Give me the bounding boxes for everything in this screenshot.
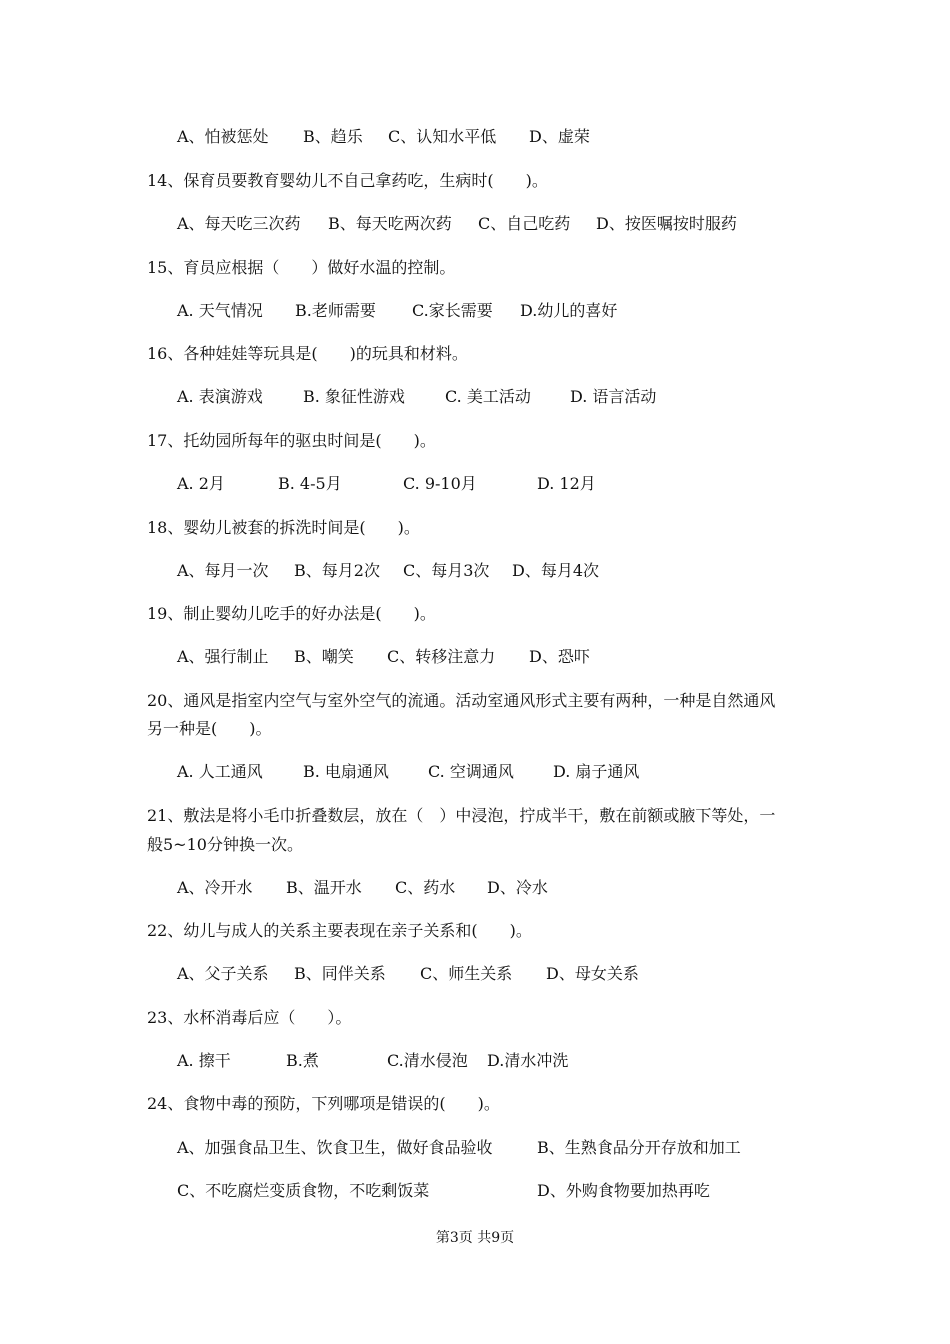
option: A. 2月 [177, 474, 225, 493]
option: C、认知水平低 [388, 127, 497, 146]
option: C、不吃腐烂变质食物，不吃剩饭菜 [177, 1181, 430, 1200]
option: A. 表演游戏 [177, 387, 263, 406]
option: B.老师需要 [295, 301, 376, 320]
option: B. 4-5月 [278, 474, 342, 493]
option: B. 电扇通风 [303, 762, 389, 781]
question-text: 20、通风是指室内空气与室外空气的流通。活动室通风形式主要有两种，一种是自然通风 [147, 691, 776, 710]
option: C. 空调通风 [428, 762, 514, 781]
option: C、每月3次 [403, 561, 490, 580]
question-text: 18、婴幼儿被套的拆洗时间是( )。 [147, 518, 420, 537]
option: A、每月一次 [177, 561, 269, 580]
option: C、转移注意力 [387, 647, 496, 666]
option: D.幼儿的喜好 [520, 301, 618, 320]
option: D. 12月 [537, 474, 596, 493]
option: B. 象征性游戏 [303, 387, 405, 406]
option: D、外购食物要加热再吃 [537, 1181, 710, 1200]
option: B、生熟食品分开存放和加工 [537, 1138, 741, 1157]
option: A、怕被惩处 [177, 127, 269, 146]
option: A. 天气情况 [177, 301, 263, 320]
option: C、药水 [395, 878, 456, 897]
option: D、每月4次 [512, 561, 600, 580]
question-text: 24、食物中毒的预防，下列哪项是错误的( )。 [147, 1094, 500, 1113]
option: C.家长需要 [412, 301, 493, 320]
question-text: 17、托幼园所每年的驱虫时间是( )。 [147, 431, 436, 450]
question-text: 21、敷法是将小毛巾折叠数层，放在（ ）中浸泡，拧成半干，敷在前额或腋下等处，一 [147, 806, 776, 825]
option: B、嘲笑 [294, 647, 354, 666]
option: A、冷开水 [177, 878, 253, 897]
question-text-continued: 另一种是( )。 [147, 719, 272, 738]
option: C. 美工活动 [445, 387, 531, 406]
option: C.清水侵泡 [387, 1051, 468, 1070]
option: A. 擦干 [177, 1051, 231, 1070]
option: B、同伴关系 [294, 964, 386, 983]
option: A、加强食品卫生、饮食卫生，做好食品验收 [177, 1138, 493, 1157]
option: A、每天吃三次药 [177, 214, 301, 233]
option: D、恐吓 [529, 647, 590, 666]
option: C. 9-10月 [403, 474, 477, 493]
question-text: 15、育员应根据（ ）做好水温的控制。 [147, 258, 456, 277]
question-text-continued: 般5~10分钟换一次。 [147, 835, 303, 854]
option: B、趋乐 [303, 127, 363, 146]
option: A、强行制止 [177, 647, 269, 666]
question-text: 19、制止婴幼儿吃手的好办法是( )。 [147, 604, 436, 623]
option: D、虚荣 [529, 127, 590, 146]
option: D、冷水 [487, 878, 548, 897]
option: A. 人工通风 [177, 762, 263, 781]
option: C、自己吃药 [478, 214, 571, 233]
option: C、师生关系 [420, 964, 513, 983]
option: B、每天吃两次药 [328, 214, 452, 233]
option: D. 扇子通风 [553, 762, 640, 781]
option: A、父子关系 [177, 964, 269, 983]
option: D.清水冲洗 [487, 1051, 569, 1070]
page-footer: 第3页 共9页 [435, 1230, 515, 1246]
question-text: 16、各种娃娃等玩具是( )的玩具和材料。 [147, 344, 468, 363]
option: D、按医嘱按时服药 [596, 214, 737, 233]
option: B、每月2次 [294, 561, 380, 580]
option: D. 语言活动 [570, 387, 657, 406]
question-text: 22、幼儿与成人的关系主要表现在亲子关系和( )。 [147, 921, 532, 940]
option: B、温开水 [286, 878, 362, 897]
question-text: 14、保育员要教育婴幼儿不自己拿药吃，生病时( )。 [147, 171, 548, 190]
question-text: 23、水杯消毒后应（ ）。 [147, 1008, 352, 1027]
option: D、母女关系 [546, 964, 639, 983]
option: B.煮 [286, 1051, 319, 1070]
